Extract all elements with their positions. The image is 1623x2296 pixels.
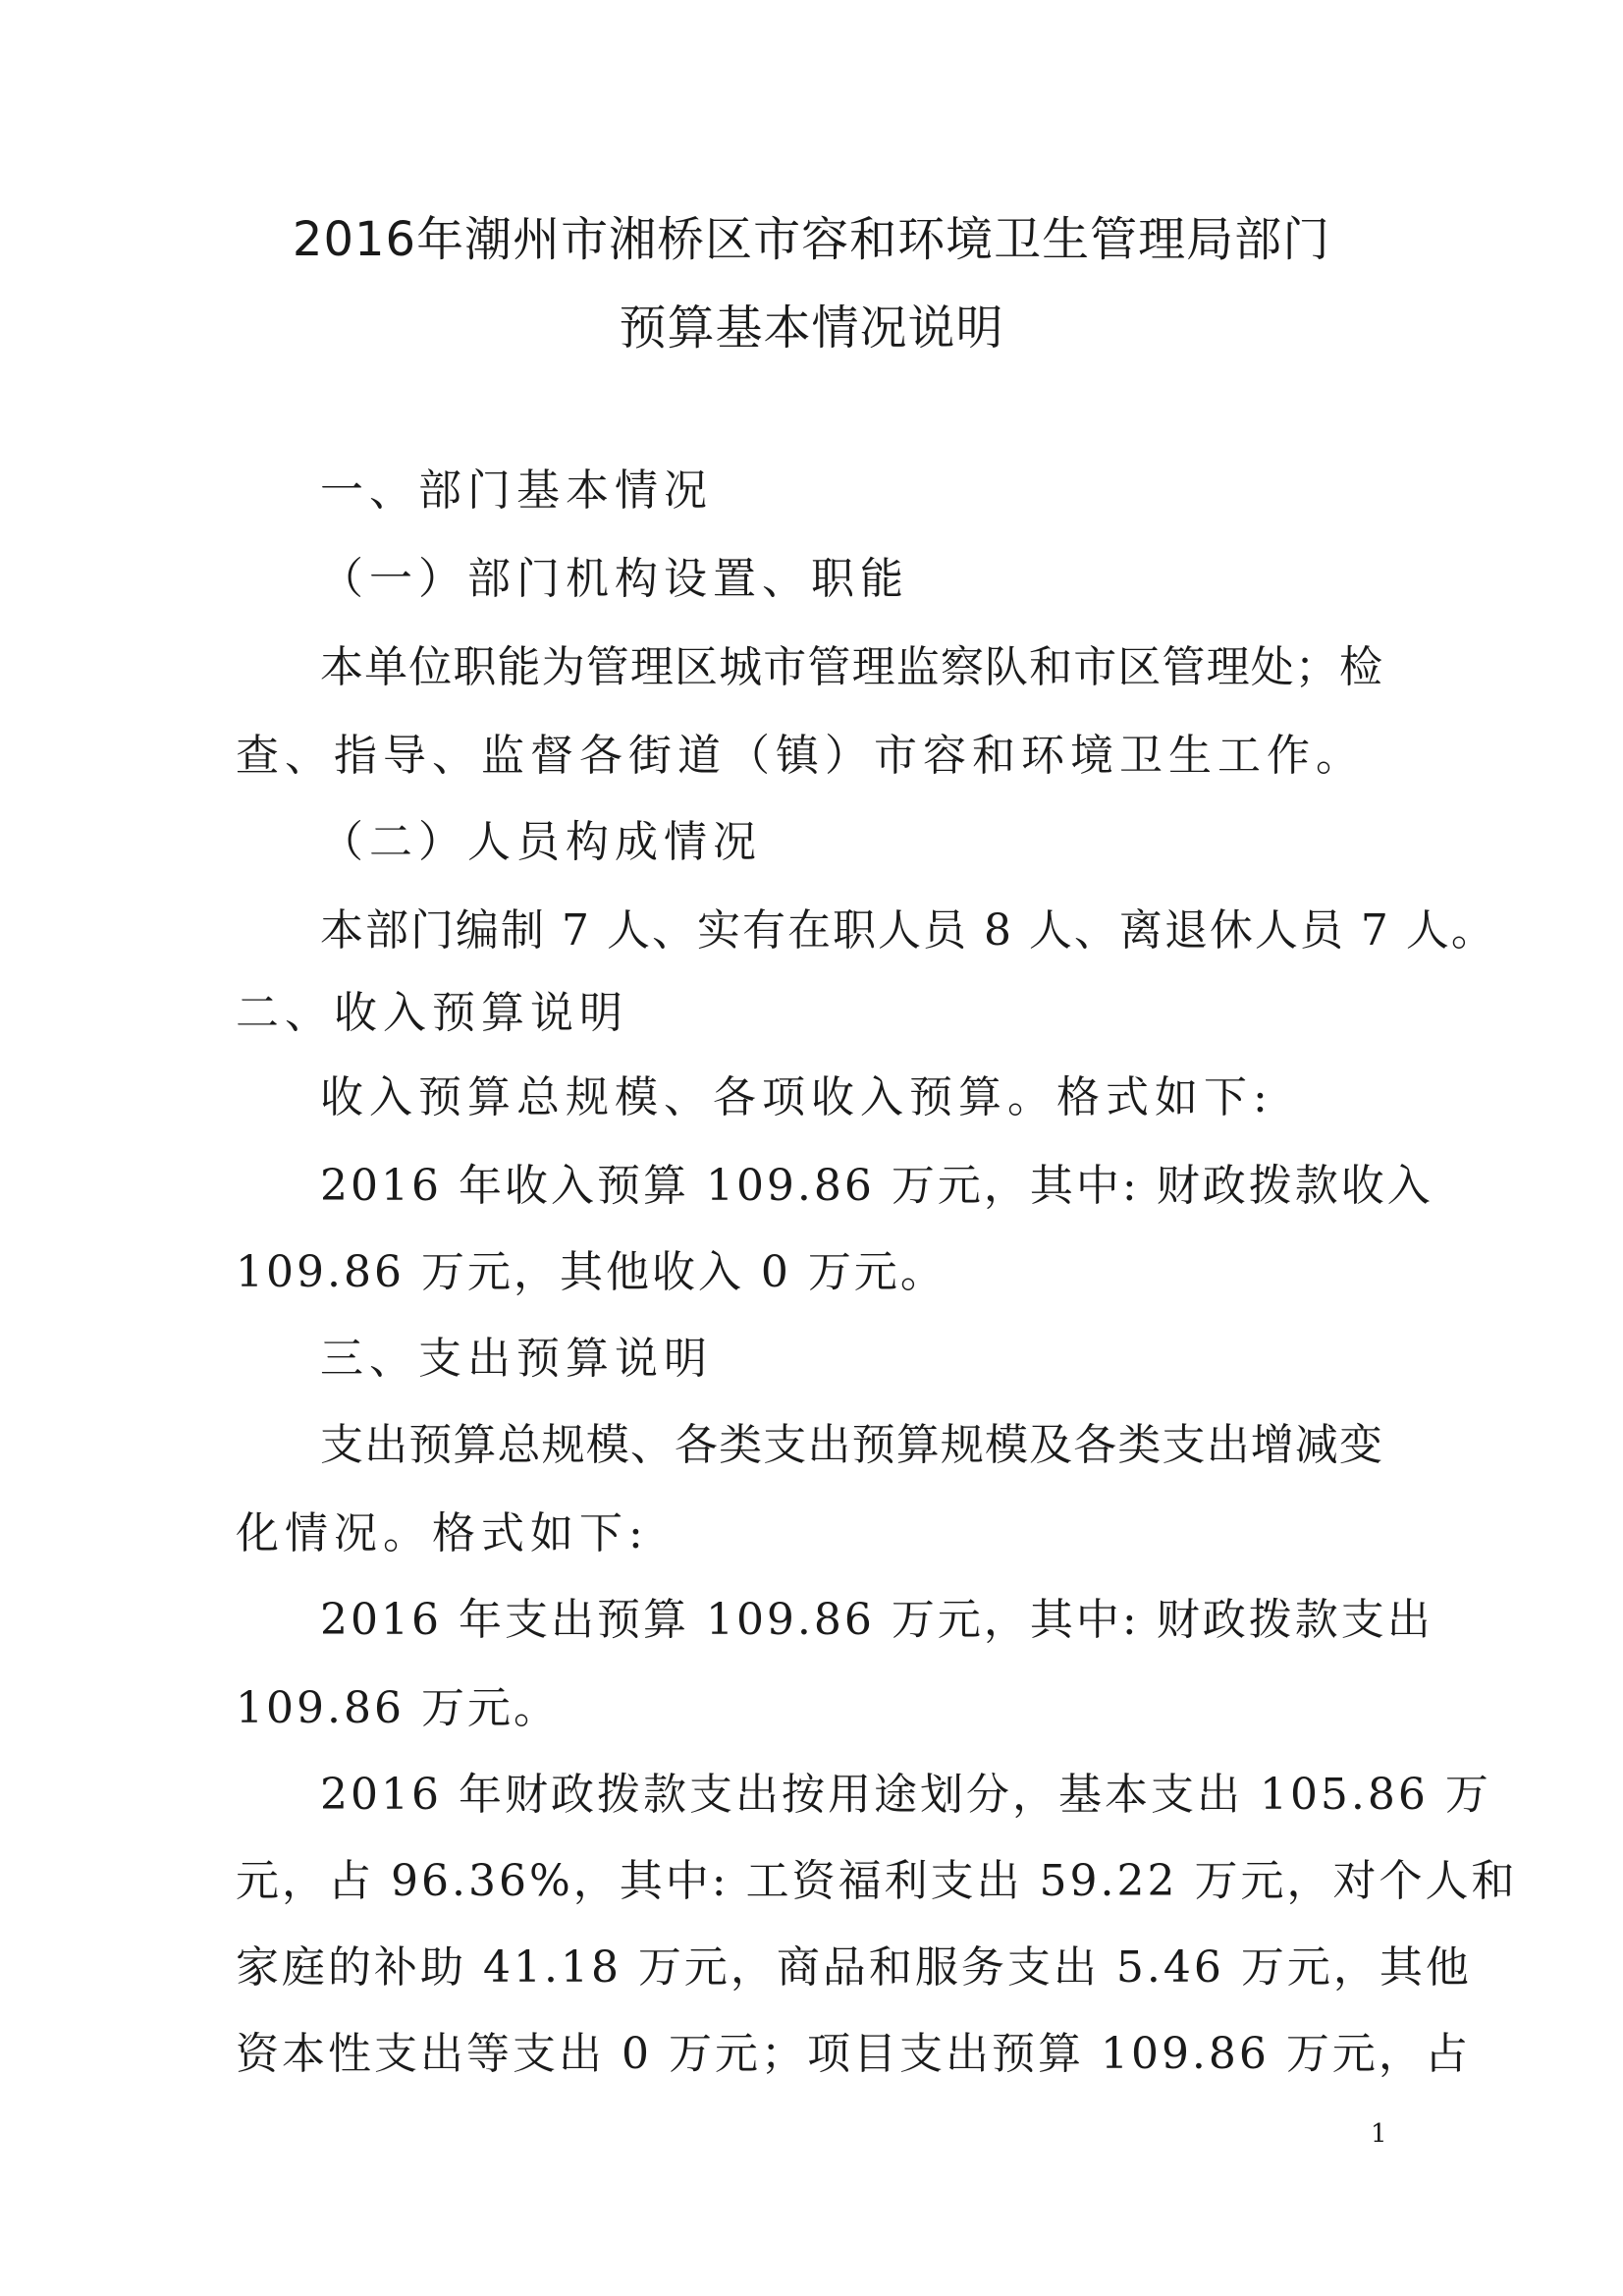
- section-3-paragraph-2-line-3: 家庭的补助 41.18 万元，商品和服务支出 5.46 万元，其他: [236, 1942, 1472, 1993]
- section-2-text-line-2: 109.86 万元，其他收入 0 万元。: [236, 1247, 947, 1297]
- section-1-sub-2-heading: （二）人员构成情况: [320, 817, 762, 867]
- document-title-line-2: 预算基本情况说明: [619, 301, 1004, 355]
- section-3-intro-line-2: 化情况。格式如下:: [236, 1508, 649, 1558]
- section-1-sub-1-text-line-1: 本单位职能为管理区城市管理监察队和市区管理处；检: [320, 642, 1382, 692]
- section-3-heading: 三、支出预算说明: [320, 1334, 713, 1384]
- document-title-line-1: 2016年潮州市湘桥区市容和环境卫生管理局部门: [292, 212, 1331, 267]
- section-3-paragraph-2-line-1: 2016 年财政拨款支出按用途划分，基本支出 105.86 万: [320, 1770, 1491, 1820]
- section-2-intro: 收入预算总规模、各项收入预算。格式如下:: [320, 1072, 1273, 1122]
- section-3-intro-line-1: 支出预算总规模、各类支出预算规模及各类支出增减变: [320, 1420, 1382, 1470]
- section-3-paragraph-1-line-2: 109.86 万元。: [236, 1683, 560, 1733]
- section-3-paragraph-2-line-2: 元，占 96.36%，其中: 工资福利支出 59.22 万元，对个人和: [236, 1856, 1518, 1906]
- section-1-sub-2-text: 本部门编制 7 人、实有在职人员 8 人、离退休人员 7 人。: [320, 905, 1496, 956]
- section-1-sub-1-text-line-2: 查、指导、监督各街道（镇）市容和环境卫生工作。: [236, 731, 1365, 781]
- section-2-text-line-1: 2016 年收入预算 109.86 万元，其中: 财政拨款收入: [320, 1161, 1434, 1211]
- section-2-heading: 二、收入预算说明: [236, 988, 628, 1038]
- section-1-sub-1-heading: （一）部门机构设置、职能: [320, 554, 909, 604]
- section-1-heading: 一、部门基本情况: [320, 465, 713, 516]
- page-number: 1: [1371, 2119, 1387, 2149]
- section-3-paragraph-1-line-1: 2016 年支出预算 109.86 万元，其中: 财政拨款支出: [320, 1595, 1434, 1645]
- section-3-paragraph-2-line-4: 资本性支出等支出 0 万元；项目支出预算 109.86 万元，占: [236, 2029, 1471, 2079]
